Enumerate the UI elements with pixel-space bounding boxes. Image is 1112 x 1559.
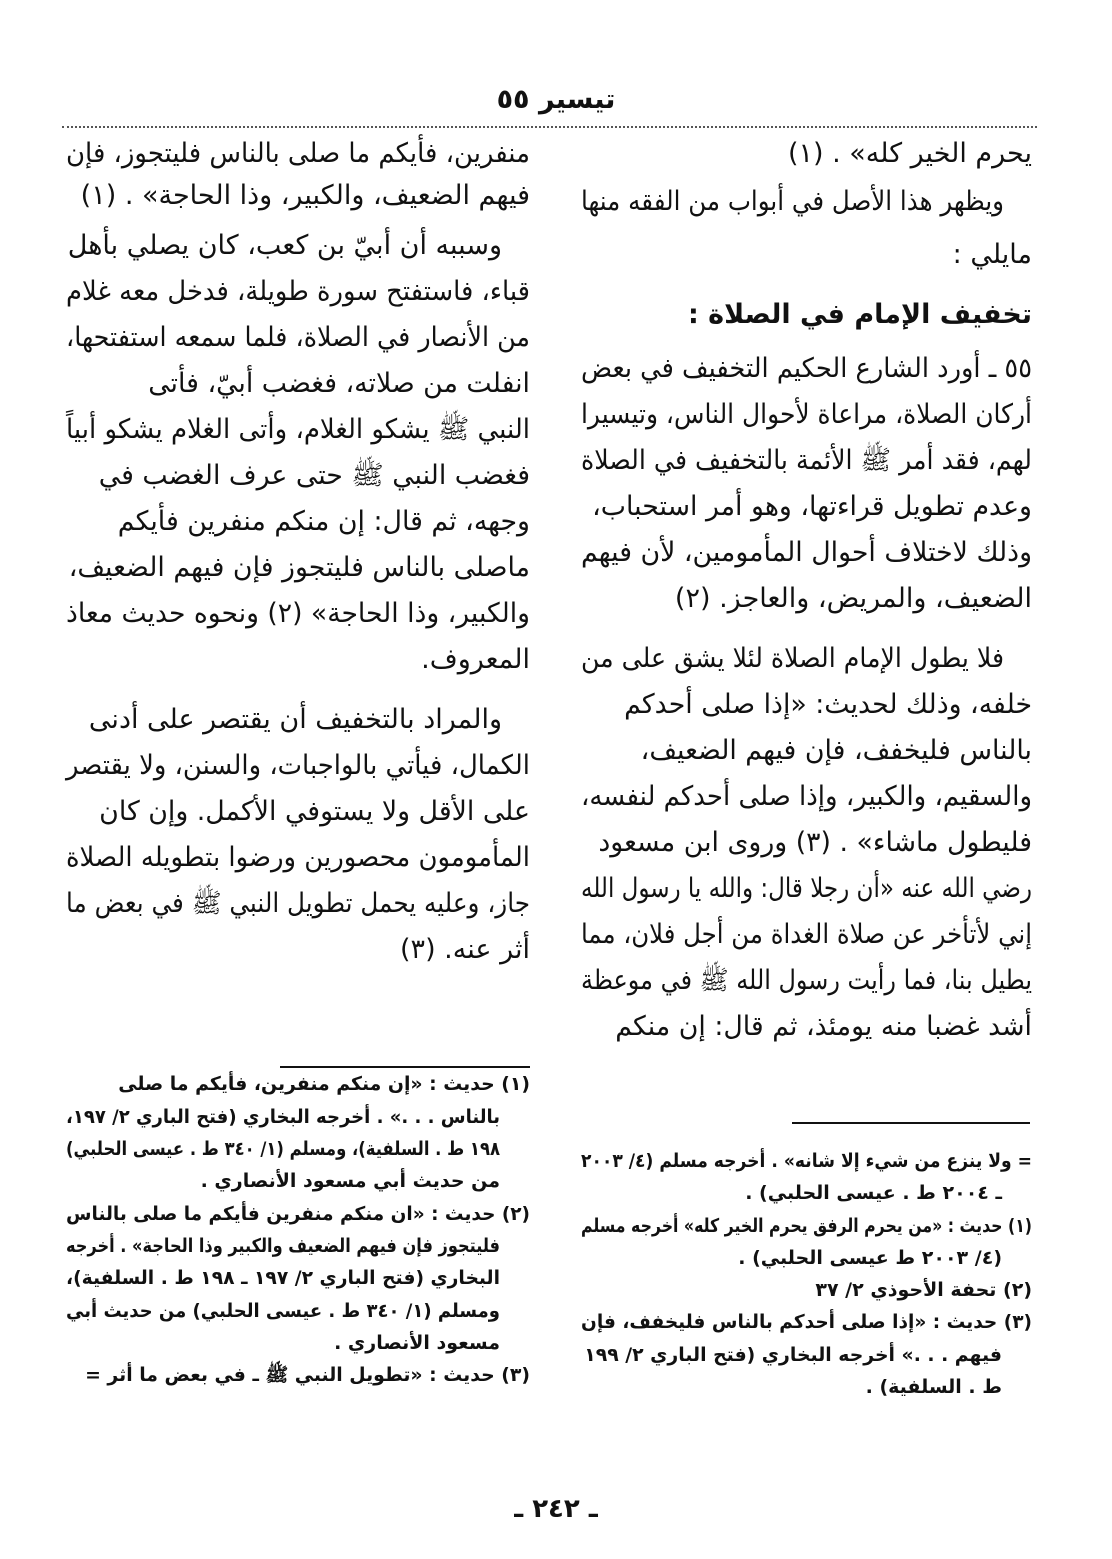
text-line: يحرم الخير كله» . (١) (787, 138, 1032, 169)
footnote-line: (٤/ ٢٠٠٣ ط عيسى الحلبي) . (738, 1247, 1002, 1269)
text-line: جاز، وعليه يحمل تطويل النبي ﷺ في بعض ما (66, 888, 530, 919)
text-line: ماصلى بالناس فليتجوز فإن فيهم الضعيف، (68, 552, 530, 583)
text-line: ٥٥ ـ أورد الشارع الحكيم التخفيف في بعض (581, 353, 1032, 384)
text-line: وذلك لاختلاف أحوال المأمومين، لأن فيهم (580, 537, 1032, 568)
right-footnote-divider (792, 1122, 1030, 1124)
running-header: تيسير ٥٥ (496, 84, 616, 115)
text-line: قباء، فاستفتح سورة طويلة، فدخل معه غلام (66, 276, 530, 307)
text-line: وعدم تطويل قراءتها، وهو أمر استحباب، (592, 491, 1032, 522)
left-footnote-divider (280, 1066, 530, 1068)
footnote-line: فيهم . . .» أخرجه البخاري (فتح الباري ٢/ ١٩٩ (584, 1344, 1002, 1366)
text-line: أركان الصلاة، مراعاة لأحوال الناس، وتيسيرا (581, 399, 1032, 430)
text-line: فيهم الضعيف، والكبير، وذا الحاجة» . (١) (80, 180, 530, 211)
text-line: أشد غضبا منه يومئذ، ثم قال: إن منكم (615, 1011, 1032, 1042)
text-line: الضعيف، والمريض، والعاجز. (٢) (674, 583, 1032, 614)
text-line: انفلت من صلاته، فغضب أبيّ، فأتى (148, 368, 530, 399)
text-line: لهم، فقد أمر ﷺ الأئمة بالتخفيف في الصلاة (580, 445, 1032, 476)
footnote-line: ومسلم (١/ ٣٤٠ ط . عيسى الحلبي) من حديث أبي (66, 1300, 500, 1322)
footnote-line: ـ ٢٠٠٤ ط . عيسى الحلبي) . (745, 1182, 1002, 1204)
text-line: بالناس فليخفف، فإن فيهم الضعيف، (640, 735, 1032, 766)
footnote-line: ط . السلفية) . (865, 1376, 1002, 1398)
text-line-heading: تخفيف الإمام في الصلاة : (687, 299, 1032, 330)
footnote-line: (١) حديث : «إن منكم منفرين، فأيكم ما صلى (118, 1073, 530, 1095)
footnote-line: (٢) تحفة الأحوذي ٢/ ٣٧ (815, 1279, 1032, 1301)
footnote-line: (١) حديث : «من يحرم الرفق يحرم الخير كله» أخرجه مسلم (581, 1215, 1032, 1237)
text-line: فلا يطول الإمام الصلاة لئلا يشق على من (580, 643, 1004, 674)
text-line: أثر عنه. (٣) (400, 934, 530, 965)
footnote-line: (٣) حديث : «تطويل النبي ﷺ ـ في بعض ما أثر = (85, 1364, 530, 1386)
text-line: المأمومون محصورين ورضوا بتطويله الصلاة (65, 842, 530, 873)
footnote-line: من حديث أبي مسعود الأنصاري . (200, 1170, 500, 1192)
text-line: وجهه، ثم قال: إن منكم منفرين فأيكم (117, 506, 531, 537)
text-line: الكمال، فيأتي بالواجبات، والسنن، ولا يقتصر (66, 750, 530, 781)
text-line: يطيل بنا، فما رأيت رسول الله ﷺ في موعظة (581, 965, 1032, 996)
text-line: والكبير، وذا الحاجة» (٢) ونحوه حديث معاذ (66, 598, 530, 629)
header-divider (62, 126, 1037, 128)
text-line: رضي الله عنه «أن رجلا قال: والله يا رسول الله (580, 873, 1032, 904)
text-line: المعروف. (421, 644, 530, 675)
text-line: منفرين، فأيكم ما صلى بالناس فليتجوز، فإن (66, 138, 530, 169)
footnote-line: (٢) حديث : «ان منكم منفرين فأيكم ما صلى بالناس (66, 1203, 530, 1225)
text-line: من الأنصار في الصلاة، فلما سمعه استفتحها، (66, 322, 530, 353)
page-number: ـ ٢٤٢ ـ (514, 1494, 598, 1524)
footnote-line: بالناس . . .» . أخرجه البخاري (فتح الباري ٢/ ١٩٧، (65, 1106, 500, 1128)
text-line: النبي ﷺ يشكو الغلام، وأتى الغلام يشكو أبياً (66, 414, 531, 445)
footnote-line: البخاري (فتح الباري ٢/ ١٩٧ ـ ١٩٨ ط . السلفية)، (66, 1267, 500, 1289)
footnote-line: (٣) حديث : «إذا صلى أحدكم بالناس فليخفف، فإن (581, 1311, 1032, 1333)
footnote-line: فليتجوز فإن فيهم الضعيف والكبير وذا الحاجة» . أخرجه (65, 1235, 500, 1257)
text-line: والمراد بالتخفيف أن يقتصر على أدنى (88, 704, 502, 735)
text-line: فغضب النبي ﷺ حتى عرف الغضب في (98, 460, 531, 491)
text-line: على الأقل ولا يستوفي الأكمل. وإن كان (99, 796, 530, 827)
text-line: فليطول ماشاء» . (٣) وروى ابن مسعود (598, 827, 1032, 858)
footnote-line: ١٩٨ ط . السلفية)، ومسلم (١/ ٣٤٠ ط . عيسى الحلبي) (65, 1138, 500, 1160)
text-line: إني لأتأخر عن صلاة الغداة من أجل فلان، مما (580, 919, 1032, 950)
text-line: والسقيم، والكبير، وإذا صلى أحدكم لنفسه، (580, 781, 1032, 812)
footnote-line: مسعود الأنصاري . (334, 1332, 500, 1354)
text-line: مايلي : (952, 239, 1032, 270)
text-line: ويظهر هذا الأصل في أبواب من الفقه منها (580, 186, 1004, 217)
text-line: وسببه أن أبيّ بن كعب، كان يصلي بأهل (67, 230, 502, 261)
text-line: خلفه، وذلك لحديث: «إذا صلى أحدكم (624, 689, 1032, 720)
footnote-line: = ولا ينزع من شيء إلا شانه» . أخرجه مسلم (٤/ ٢٠٠٣ (580, 1150, 1032, 1172)
